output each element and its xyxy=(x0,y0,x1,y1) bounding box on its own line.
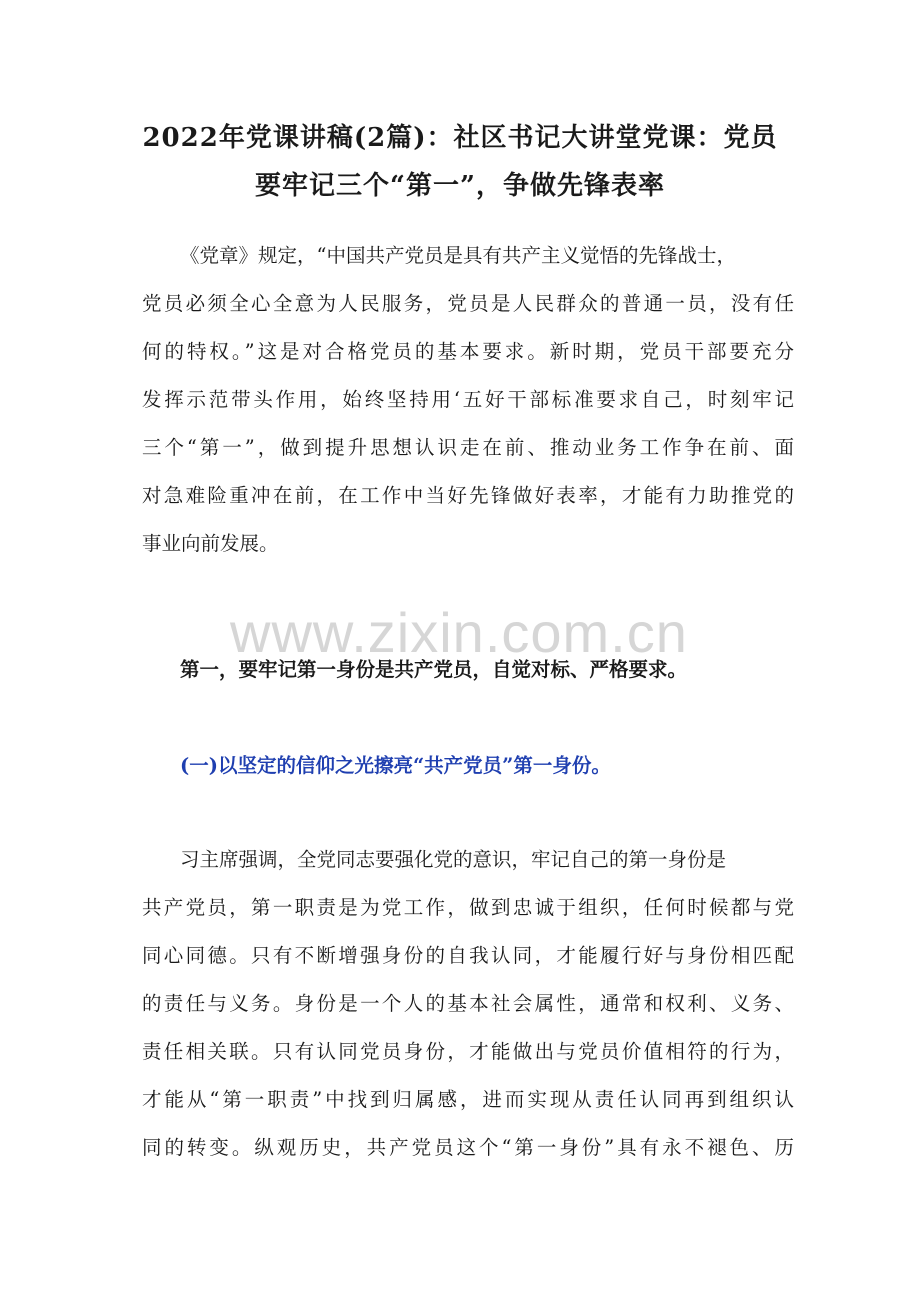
paragraph1-line: 三个“第一”，做到提升思想认识走在前、推动业务工作争在前、面 xyxy=(142,436,794,459)
paragraph1-line: 《党章》规定，“中国共产党员是具有共产主义觉悟的先锋战士， xyxy=(180,244,736,267)
watermark: www.zixin.com.cn xyxy=(230,601,688,664)
section-heading: 第一，要牢记第一身份是共产党员，自觉对标、严格要求。 xyxy=(180,658,688,681)
paragraph1-line: 何的特权。”这是对合格党员的基本要求。新时期，党员干部要充分 xyxy=(142,340,794,363)
subsection-heading: (一)以坚定的信仰之光擦亮“共产党员”第一身份。 xyxy=(180,754,611,777)
paragraph1-line: 发挥示范带头作用，始终坚持用‘五好干部标准要求自己，时刻牢记 xyxy=(142,388,794,411)
document-title-line1: 2022年党课讲稿(2篇)：社区书记大讲堂党课：党员 xyxy=(142,123,778,153)
paragraph2-line: 同的转变。纵观历史，共产党员这个“第一身份”具有永不褪色、历 xyxy=(142,1136,794,1159)
paragraph2-line: 习主席强调，全党同志要强化党的意识，牢记自己的第一身份是 xyxy=(180,848,727,871)
paragraph2-line: 共产党员，第一职责是为党工作，做到忠诚于组织，任何时候都与党 xyxy=(142,896,794,919)
paragraph2-line: 同心同德。只有不断增强身份的自我认同，才能履行好与身份相匹配 xyxy=(142,944,794,967)
paragraph2-line: 责任相关联。只有认同党员身份，才能做出与党员价值相符的行为， xyxy=(142,1040,794,1063)
paragraph1-line: 党员必须全心全意为人民服务，党员是人民群众的普通一员，没有任 xyxy=(142,292,794,315)
paragraph1-line: 对急难险重冲在前，在工作中当好先锋做好表率，才能有力助推党的 xyxy=(142,484,794,507)
document-title-line2: 要牢记三个“第一”，争做先锋表率 xyxy=(255,171,665,201)
paragraph2-line: 的责任与义务。身份是一个人的基本社会属性，通常和权利、义务、 xyxy=(142,992,794,1015)
paragraph2-line: 才能从“第一职责”中找到归属感，进而实现从责任认同再到组织认 xyxy=(142,1088,794,1111)
paragraph1-line: 事业向前发展。 xyxy=(142,532,279,555)
